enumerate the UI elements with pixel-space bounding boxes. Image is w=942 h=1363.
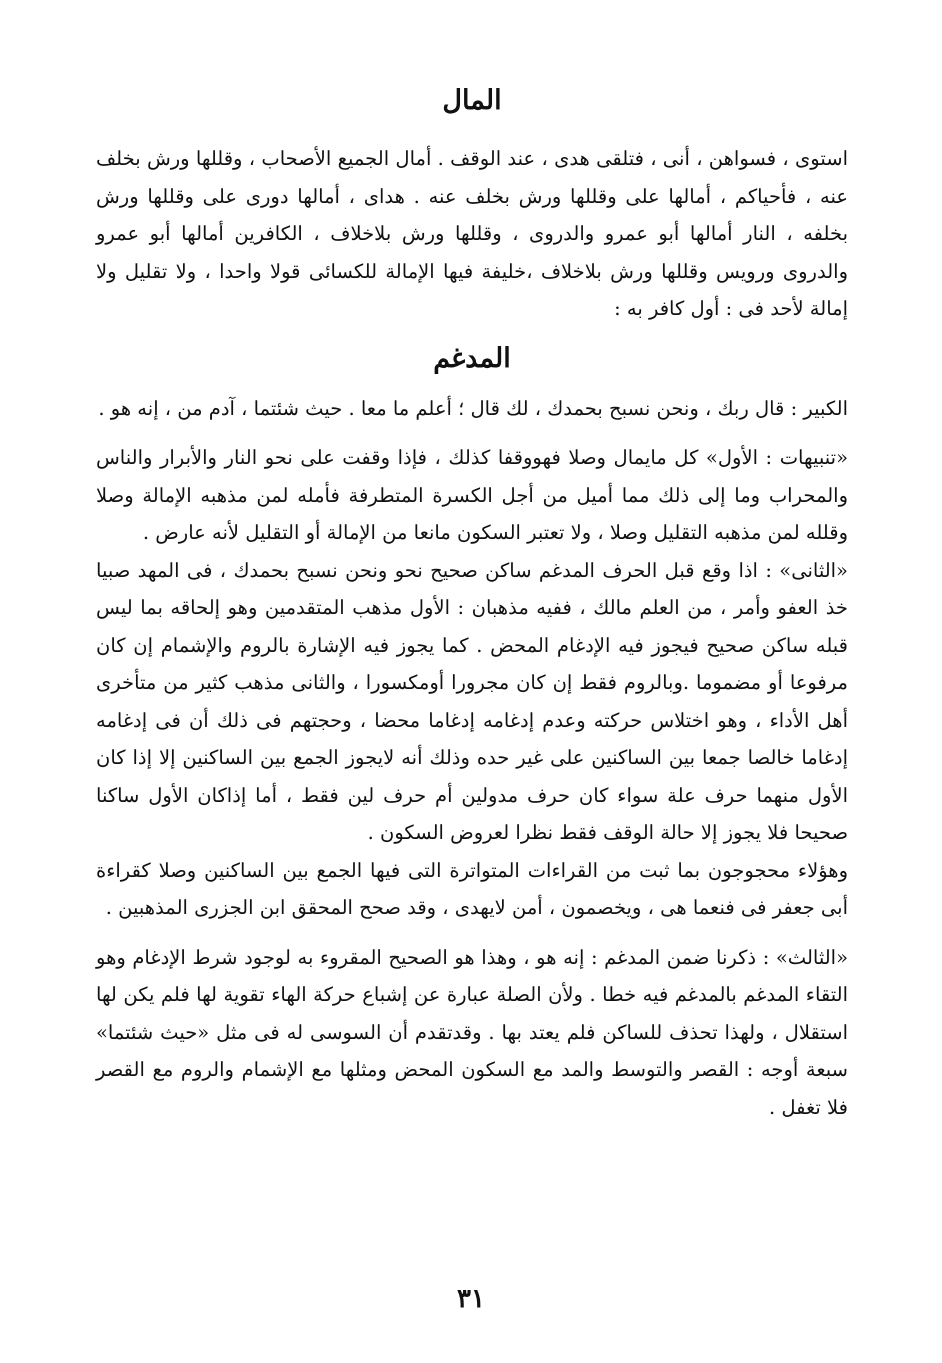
paragraph-kabir: الكبير : قال ربك ، ونحن نسبح بحمدك ، لك قال ؛ أعلم ما معا . حيث شئتما ، آدم من ، إنه هو . — [98, 396, 848, 420]
paragraph-thani: «الثانى» : اذا وقع قبل الحرف المدغم ساكن صحيح نحو ونحن نسبح بحمدك ، فى المهد صبيا خذ العفو وأمر ، من العلم مالك ، ففيه مذهبان : الأول مذهب المتقدمين وهو إلحاقه بما ليس قبله ساكن صحيح فيجوز فيه الإدغام المحض . كما يجوز فيه الإشارة بالروم والإشمام إن كان مرفوعا أو مضموما .وبالروم فقط إن كان مجرورا أومكسورا ، والثانى مذهب كثير من متأخرى أهل الأداء ، وهو اختلاس حركته وعدم إدغامه إدغاما محضا ، وحجتهم فى ذلك أن فى إدغامه إدغاما خالصا جمعا بين الساكنين على غير حده وذلك أنه لايجوز الجمع بين الساكنين إلا إذا كان الأول منهما حرف علة سواء كان حرف مدولين أم حرف لين فقط ، أما إذاكان الأول ساكنا صحيحا فلا يجوز إلا حالة الوقف فقط نظرا لعروض السكون . — [96, 558, 848, 844]
paragraph-haula: وهؤلاء محجوجون بما ثبت من القراءات المتواترة التى فيها الجمع بين الساكنين وصلا كقراءة أبى جعفر فى فنعما هى ، ويخصمون ، أمن لايهدى ، وقد صحح المحقق ابن الجزرى المذهبين . — [96, 858, 848, 919]
page-number: ٣١ — [457, 1284, 485, 1314]
paragraph-imala: استوى ، فسواهن ، أنى ، فتلقى هدى ، عند الوقف . أمال الجميع الأصحاب ، وقللها ورش بخلف عنه ، فأحياكم ، أمالها على وقللها ورش بخلف عنه . هداى ، أمالها دورى على وقللها ورش بخلفه ، النار أمالها أبو عمرو والدروى ، وقللها ورش بلاخلاف ، الكافرين أمالها أبو عمرو والدروى ورويس وقللها ورش بلاخلاف ،خليفة فيها الإمالة للكسائى قولا واحدا ، ولا تقليل ولا إمالة لأحد فى : أول كافر به : — [96, 147, 848, 320]
page-body — [96, 84, 848, 1126]
section-heading-mudgham: المدغم — [433, 342, 511, 374]
paragraph-thalith: «الثالث» : ذكرنا ضمن المدغم : إنه هو ، وهذا هو الصحيح المقروء به لوجود شرط الإدغام وهو التقاء المدغم بالمدغم فيه خطا . ولأن الصلة عبارة عن إشباع حركة الهاء تقوية لها فلم يكن لها استقلال ، ولهذا تحذف للساكن فلم يعتد بها . وقدتقدم أن السوسى له فى مثل «حيث شئتما» سبعة أوجه : القصر والتوسط والمد مع السكون المحض ومثلها مع الإشمام والروم مع القصر فلا تغفل . — [96, 945, 848, 1119]
section-heading-mumal: المال — [442, 85, 502, 116]
paragraph-tanbihat: «تنبيهات : الأول» كل مايمال وصلا فهووقفا كذلك ، فإذا وقفت على نحو النار والأبرار والناس والمحراب وما إلى ذلك مما أميل من أجل الكسرة المتطرفة فأمله لمن مذهبه الإمالة وصلا وقلله لمن مذهبه التقليل وصلا ، ولا تعتبر السكون مانعا من الإمالة أو التقليل لأنه عارض . — [96, 446, 848, 544]
